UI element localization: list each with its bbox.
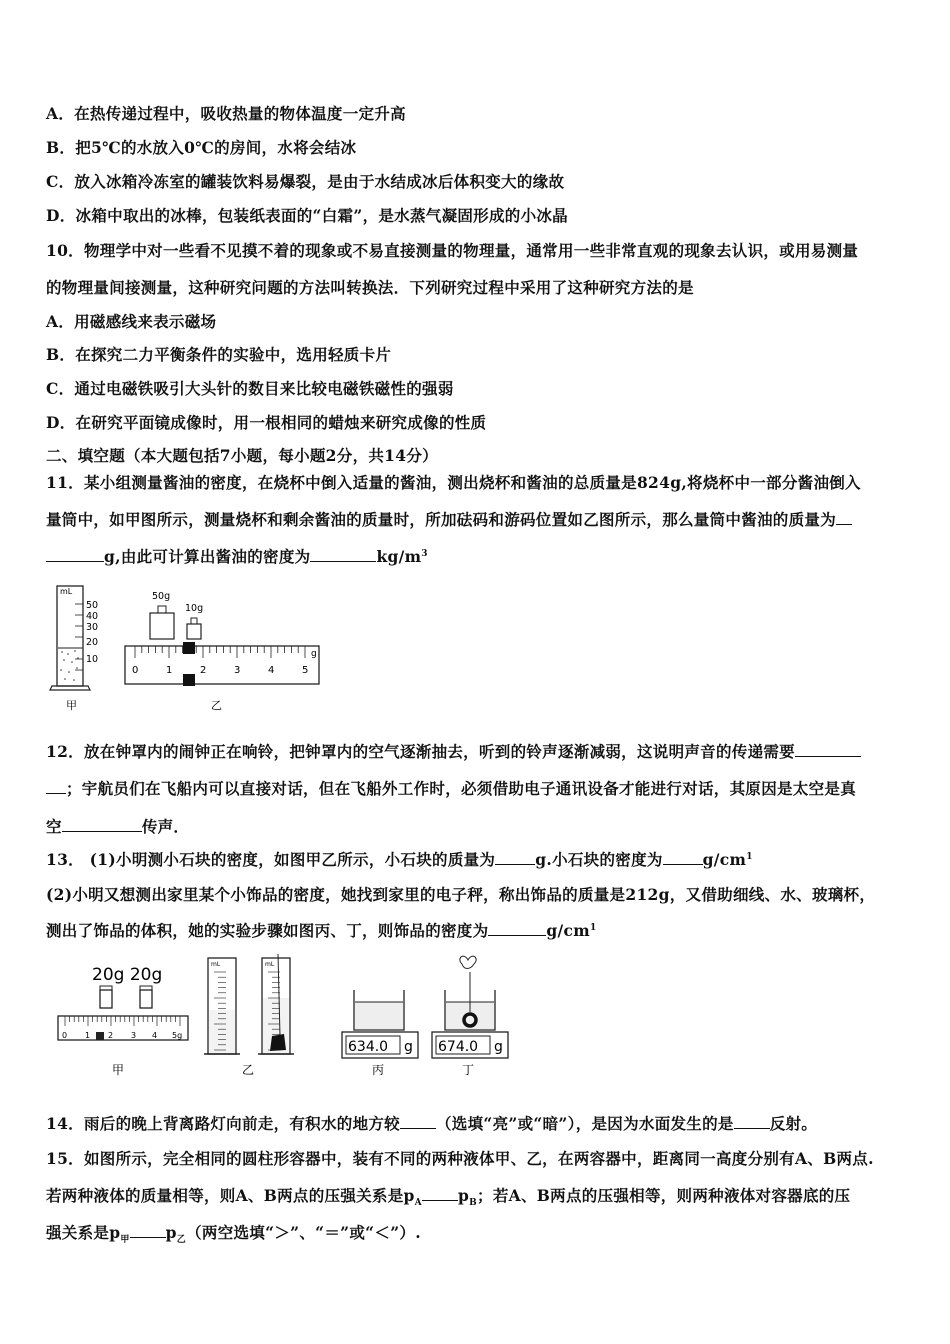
q13-scale-0: 0 (62, 1031, 68, 1040)
q11-cyl-tick-10: 10 (86, 654, 99, 665)
q13-label-bing: 丙 (372, 1063, 385, 1077)
q13-reading-bing: 634.0 (348, 1039, 389, 1055)
q11-cyl-tick-30: 30 (86, 622, 99, 633)
q14-c: 反射。 (769, 1114, 818, 1133)
q13-line1-a: 13． (1)小明测小石块的密度，如图甲乙所示，小石块的质量为 (46, 850, 496, 869)
q13-label-jia: 甲 (112, 1063, 125, 1077)
q13-figure (52, 950, 512, 1080)
q13-scale-3: 3 (131, 1031, 137, 1040)
q11-scale-4: 4 (268, 665, 275, 676)
q13-reading-ding-unit: g (494, 1039, 503, 1055)
q13-scale-5: 5g (172, 1031, 183, 1040)
q15-line2-b: ；若A、B两点的压强相等，则两种液体对容器底的压 (477, 1186, 851, 1205)
q13-line1-b: g.小石块的密度为 (535, 850, 663, 869)
q15-blank-2 (130, 1223, 166, 1238)
q11-cyl-tick-20: 20 (86, 637, 99, 648)
q11-weight-10g (185, 603, 203, 639)
q13-line3-exp: 1 (589, 922, 597, 933)
q13-line3-a: 测出了饰品的体积，她的实验步骤如图丙、丁，则饰品的密度为 (46, 921, 489, 940)
q11-weight-10g-label: 10g (185, 603, 204, 614)
q13-blank-3 (488, 921, 546, 936)
q13-cyl2-unit: mL (265, 961, 275, 968)
q9-option-c: C．放入冰箱冷冻室的罐装饮料易爆裂，是由于水结成冰后体积变大的缘故 (46, 172, 565, 191)
q11-scale-1: 1 (166, 665, 173, 676)
q9-option-d: D．冰箱中取出的冰棒，包装纸表面的“白霜”，是水蒸气凝固形成的小冰晶 (46, 206, 568, 225)
q13-line3-unit: g/cm (546, 921, 590, 940)
q12-blank-2 (62, 817, 142, 832)
q13-scale-1: 1 (85, 1031, 91, 1040)
q12-line3-b: 传声． (141, 817, 190, 836)
q11-scale-2: 2 (200, 665, 207, 676)
q13-label-ding: 丁 (462, 1063, 475, 1077)
q11-stem-line1: 11．某小组测量酱油的密度，在烧杯中倒入适量的酱油，测出烧杯和酱油的总质量是824g,将烧杯中一部分酱油倒入 (46, 473, 861, 492)
q10-option-c: C．通过电磁铁吸引大头针的数目来比较电磁铁磁性的强弱 (46, 379, 454, 398)
q13-fig-jia (58, 965, 188, 1077)
q11-weight-50g (150, 591, 174, 639)
q13-stem-line1 (46, 848, 753, 870)
q11-scale-0: 0 (132, 665, 139, 676)
q13-weights-label: 20g 20g (92, 965, 163, 985)
q10-option-b: B．在探究二力平衡条件的实验中，选用轻质卡片 (46, 345, 392, 364)
q14-blank-2 (734, 1114, 770, 1129)
q15-line3-b: （两空选填“＞”、“＝”或“＜”）. (186, 1223, 421, 1242)
q9-option-a: A．在热传递过程中，吸收热量的物体温度一定升高 (46, 104, 406, 123)
q12-line3-a: 空 (46, 817, 62, 836)
q10-stem-line2: 的物理量间接测量，这种研究问题的方法叫转换法．下列研究过程中采用了这种研究方法的是 (46, 278, 694, 297)
q11-scale-3: 3 (234, 665, 241, 676)
q11-line2-text: 量筒中，如甲图所示，测量烧杯和剩余酱油的质量时，所加砝码和游码位置如乙图所示，那么量筒中酱油的质量为 (46, 510, 837, 529)
q11-unit-exp: 3 (421, 548, 428, 559)
q14-a: 14．雨后的晚上背离路灯向前走，有积水的地方较 (46, 1114, 400, 1133)
q15-line3-p: p (165, 1223, 177, 1242)
q9-option-b: B．把5℃的水放入0℃的房间，水将会结冰 (46, 138, 357, 157)
q12-blank-1b (46, 779, 66, 794)
q11-stem-line2 (46, 508, 852, 530)
q13-fig-ding (432, 956, 508, 1077)
q11-label-yi: 乙 (211, 699, 222, 712)
q13-cyl1-unit: mL (211, 961, 221, 968)
q11-cyl-tick-40: 40 (86, 611, 99, 622)
q11-scale-unit: g (311, 649, 317, 659)
q11-blank-2 (310, 547, 376, 562)
q10-stem-line1: 10．物理学中对一些看不见摸不着的现象或不易直接测量的物理量，通常用一些非常直观的现象去认识，或用易测量 (46, 241, 859, 260)
q14-blank-1 (400, 1114, 436, 1129)
q13-reading-ding: 674.0 (438, 1039, 479, 1055)
q14-b: （选填“亮”或“暗”），是因为水面发生的是 (435, 1114, 734, 1133)
q13-line1-unit: g/cm (702, 850, 747, 869)
q15-line3-a: 强关系是p (46, 1223, 121, 1242)
q15-line2-a: 若两种液体的质量相等，则A、B两点的压强关系是p (46, 1186, 415, 1205)
q11-rider-top (183, 642, 195, 654)
q11-stem-line3 (46, 545, 428, 567)
q11-label-jia: 甲 (66, 699, 77, 712)
q13-blank-1 (495, 850, 535, 865)
q12-stem-line3 (46, 815, 189, 837)
q10-option-a: A．用磁感线来表示磁场 (46, 312, 217, 331)
q14-stem (46, 1112, 817, 1134)
q15-stem-line2 (46, 1184, 850, 1208)
q15-line2-p: p (457, 1186, 470, 1205)
q11-scale-5: 5 (302, 665, 309, 676)
section2-title: 二、填空题（本大题包括7小题，每小题2分，共14分） (46, 446, 438, 465)
q11-rider-bottom (183, 674, 195, 686)
q11-blank-1a (836, 510, 852, 525)
q13-label-yi: 乙 (242, 1063, 255, 1077)
q13-fig-bing (342, 990, 418, 1077)
q11-blank-1b (46, 547, 104, 562)
q11-figure (48, 578, 338, 718)
q15-stem-line1: 15．如图所示，完全相同的圆柱形容器中，装有不同的两种液体甲、乙，在两容器中，距离同一高度分别有A、B两点. (46, 1149, 874, 1168)
q12-line2-text: ；宇航员们在飞船内可以直接对话，但在飞船外工作时，必须借助电子通讯设备才能进行对话，其原因是太空是真 (66, 779, 857, 798)
q11-line3-text: g,由此可计算出酱油的密度为 (104, 547, 311, 566)
q11-beam-scale (125, 642, 319, 686)
q11-measuring-cylinder (50, 586, 98, 690)
q13-stone (270, 1034, 286, 1051)
q15-sub-yi: 乙 (176, 1235, 187, 1246)
q13-stem-line2: (2)小明又想测出家里某个小饰品的密度，她找到家里的电子秤，称出饰品的质量是212g，又借助细线、水、玻璃杯， (46, 885, 876, 904)
q11-weight-50g-label: 50g (152, 591, 171, 602)
q13-stem-line3 (46, 919, 597, 941)
q13-fig-yi (204, 954, 294, 1077)
q15-sub-b: B (469, 1198, 478, 1209)
q15-sub-jia: 甲 (120, 1235, 130, 1246)
q15-stem-line3 (46, 1221, 421, 1245)
q11-cyl-unit: mL (60, 587, 73, 596)
q11-cyl-tick-50: 50 (86, 600, 99, 611)
q13-scale-2: 2 (108, 1031, 114, 1040)
q12-stem-line1 (46, 740, 861, 762)
q13-line1-exp: 1 (746, 851, 753, 862)
q11-unit: kg/m (376, 547, 422, 566)
q12-stem-line2 (46, 777, 856, 799)
q12-line1-text: 12．放在钟罩内的闹钟正在响铃，把钟罩内的空气逐渐抽去，听到的铃声逐渐减弱，这说明声音的传递需要 (46, 742, 795, 761)
q10-option-d: D．在研究平面镜成像时，用一根相同的蜡烛来研究成像的性质 (46, 413, 487, 432)
q15-blank-1 (422, 1186, 458, 1201)
q15-sub-a: A (414, 1198, 422, 1209)
q12-blank-1a (795, 742, 861, 757)
q13-reading-bing-unit: g (404, 1039, 413, 1055)
q13-scale-4: 4 (152, 1031, 158, 1040)
q13-blank-2 (663, 850, 703, 865)
